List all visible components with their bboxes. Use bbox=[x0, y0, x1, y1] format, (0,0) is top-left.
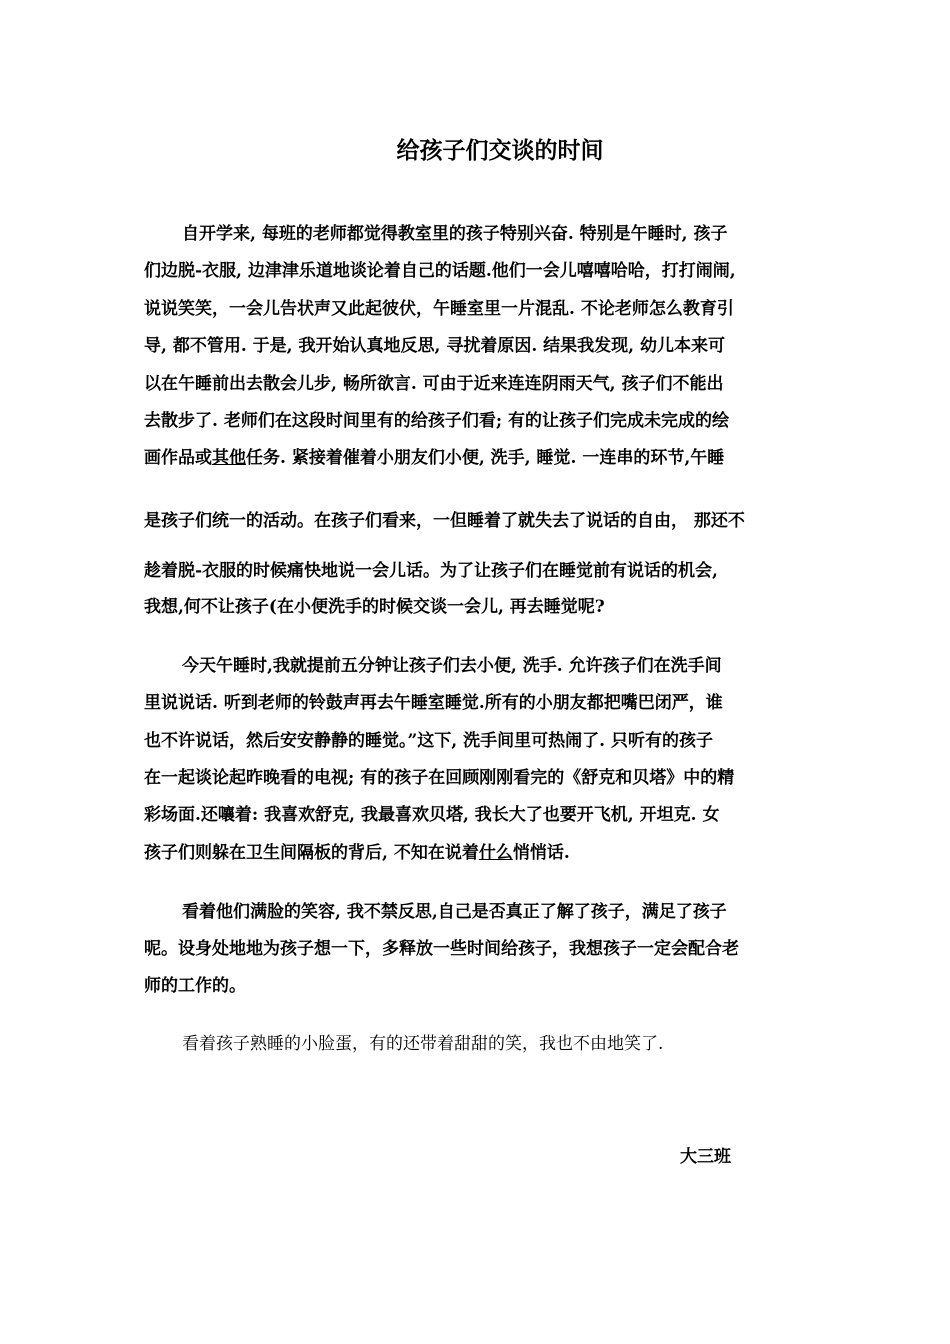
paragraph-1-line-3: 说说笑笑，一会儿告状声又此起彼伏，午睡室里一片混乱. 不论老师怎么教育引 bbox=[144, 299, 734, 319]
paragraph-2-line-6-text-a: 孩子们则躲在卫生间隔板的背后, 不知在说着 bbox=[144, 843, 479, 863]
underlined-word-shenme: 什么 bbox=[478, 843, 513, 863]
paragraph-1-line-7-text-c: 任务. 紧接着催着小朋友们小便, 洗手, 睡觉. 一连串的环节,午睡 bbox=[246, 448, 725, 468]
paragraph-1-line-9: 趁着脱-衣服的时候痛快地说一会儿话。为了让孩子们在睡觉前有说话的机会, bbox=[144, 561, 718, 581]
paragraph-1-line-2: 们边脱-衣服, 边津津乐道地谈论着自己的话题.他们一会儿嘻嘻哈哈，打打闹闹, bbox=[144, 261, 736, 281]
paragraph-1-line-6: 去散步了. 老师们在这段时间里有的给孩子们看; 有的让孩子们完成未完成的绘 bbox=[144, 411, 730, 431]
paragraph-1-line-4: 导, 都不管用. 于是, 我开始认真地反思, 寻扰着原因. 结果我发现, 幼儿本来可 bbox=[144, 336, 726, 356]
paragraph-2-line-2: 里说说话. 听到老师的铃鼓声再去午睡室睡觉.所有的小朋友都把嘴巴闭严，谁 bbox=[144, 693, 723, 713]
paragraph-2-line-1: 今天午睡时,我就提前五分钟让孩子们去小便, 洗手. 允许孩子们在洗手间 bbox=[182, 656, 722, 676]
paragraph-1-line-1: 自开学来, 每班的老师都觉得教室里的孩子特别兴奋. 特别是午睡时, 孩子 bbox=[182, 224, 728, 244]
paragraph-3-line-2: 呢。设身处地地为孩子想一下，多释放一些时间给孩子，我想孩子一定会配合老 bbox=[144, 939, 739, 959]
paragraph-2-line-6-text-c: 悄悄话. bbox=[512, 843, 570, 863]
paragraph-1-line-10: 我想,何不让孩子(在小便洗手的时候交谈一会儿, 再去睡觉呢? bbox=[144, 597, 605, 617]
paragraph-1-line-7-text-a: 画作品或 bbox=[144, 448, 212, 468]
paragraph-4-line-1: 看着孩子熟睡的小脸蛋，有的还带着甜甜的笑，我也不由地笑了. bbox=[182, 1034, 664, 1054]
underlined-word-qita: 其他 bbox=[212, 448, 246, 468]
paragraph-3-line-3: 师的工作的。 bbox=[144, 976, 246, 996]
paragraph-3-line-1: 看着他们满脸的笑容, 我不禁反思,自己是否真正了解了孩子，满足了孩子 bbox=[182, 902, 727, 922]
paragraph-2-line-5: 彩场面.还嚷着: 我喜欢舒克, 我最喜欢贝塔, 我长大了也要开飞机, 开坦克. 女 bbox=[144, 805, 720, 825]
paragraph-1-line-8: 是孩子们统一的活动。在孩子们看来，一但睡着了就失去了说话的自由， 那还不 bbox=[144, 511, 745, 531]
paragraph-1-line-7 bbox=[144, 447, 724, 469]
signature-class-name: 大三班 bbox=[680, 1147, 731, 1167]
paragraph-1-line-5: 以在午睡前出去散会儿步, 畅所欲言. 可由于近来连连阴雨天气, 孩子们不能出 bbox=[144, 374, 724, 394]
paragraph-2-line-6 bbox=[144, 842, 570, 864]
paragraph-2-line-3: 也不许说话，然后安安静静的睡觉。”这下, 洗手间里可热闹了. 只听有的孩子 bbox=[144, 731, 713, 751]
document-title: 给孩子们交谈的时间 bbox=[396, 137, 604, 164]
paragraph-2-line-4: 在一起谈论起昨晚看的电视; 有的孩子在回顾刚刚看完的《舒克和贝塔》中的精 bbox=[144, 768, 735, 788]
